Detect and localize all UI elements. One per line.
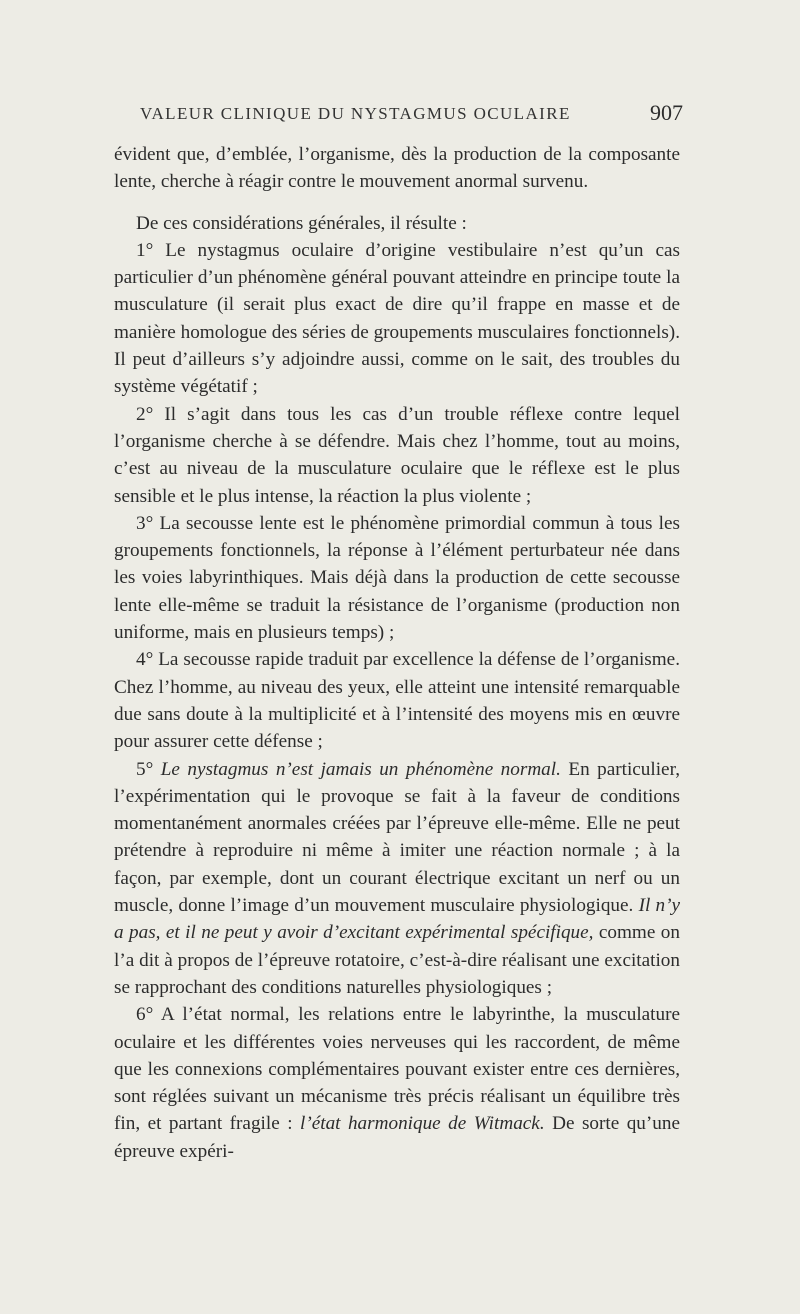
point-5-number: 5° <box>136 758 161 780</box>
point-5-text-1: En particulier, l’expérimentation qui le provoque se fait à la faveur de conditions momentanément anormales créées par l’épreuve elle-même. Elle ne peut prétendre à reproduire ni même à imiter une réaction normale ; à la façon, par exemple, dont un courant électrique excitant un nerf ou un muscle, donne l’image d’un mouvement musculaire physiologique. <box>114 758 680 917</box>
point-6-text-2: De sorte qu’une épreuve expéri- <box>114 1113 680 1162</box>
page-number: 907 <box>650 100 683 125</box>
point-5-text-2: comme on l’a dit à propos de l’épreuve rotatoire, c’est-à-dire réalisant une excitation se rapprochant des conditions naturelles physiologiques ; <box>114 922 680 998</box>
paragraph-point-6 <box>114 1001 680 1165</box>
paragraph-continuation: évident que, d’emblée, l’organisme, dès la production de la composante lente, cherche à réagir contre le mouvement anormal survenu. <box>114 144 680 193</box>
point-6-text-1: 6° A l’état normal, les relations entre le labyrinthe, la musculature oculaire et les différentes voies nerveuses qui les raccordent, de même que les connexions complémentaires pouvant exister entre ces dernières, sont réglées suivant un mécanisme très précis réalisant un équilibre très fin, et partant fragile : <box>114 1004 680 1135</box>
running-head: VALEUR CLINIQUE DU NYSTAGMUS OCULAIRE <box>140 104 571 123</box>
point-5-italic-1: Le nystagmus n’est jamais un phénomène normal. <box>160 758 561 780</box>
paragraph-point-3: 3° La secousse lente est le phénomène primordial commun à tous les groupements fonctionnels, la réponse à l’élément perturbateur née dans les voies labyrinthiques. Mais déjà dans la production de cette secousse lente elle-même se traduit la résistance de l’organisme (production non uniforme, mais en plusieurs temps) ; <box>114 512 680 644</box>
body-text <box>114 141 680 1165</box>
paragraph-intro: De ces considérations générales, il résulte : <box>136 212 467 234</box>
point-5-italic-2: Il n’y a pas, et il ne peut y avoir d’excitant expérimental spécifique, <box>114 895 680 944</box>
paragraph-point-4: 4° La secousse rapide traduit par excellence la défense de l’organisme. Chez l’homme, au niveau des yeux, elle atteint une intensité remarquable due sans doute à la multiplicité et à l’intensité des moyens mis en œuvre pour assurer cette défense ; <box>114 649 680 753</box>
paragraph-point-1: 1° Le nystagmus oculaire d’origine vestibulaire n’est qu’un cas particulier d’un phénomène général pouvant atteindre en principe toute la musculature (il serait plus exact de dire qu’il frappe en masse et de manière homologue des séries de groupements musculaires fonctionnels). Il peut d’ailleurs s’y adjoindre aussi, comme on le sait, des troubles du système végétatif ; <box>114 239 680 398</box>
paragraph-point-2: 2° Il s’agit dans tous les cas d’un trouble réflexe contre lequel l’organisme cherche à se défendre. Mais chez l’homme, tout au moins, c’est au niveau de la musculature oculaire que le réflexe est le plus sensible et le plus intense, la réaction la plus violente ; <box>114 403 680 507</box>
paragraph-point-5 <box>114 756 680 1002</box>
point-6-italic-1: l’état harmonique de Witmack. <box>300 1113 545 1135</box>
page-header <box>140 100 683 130</box>
